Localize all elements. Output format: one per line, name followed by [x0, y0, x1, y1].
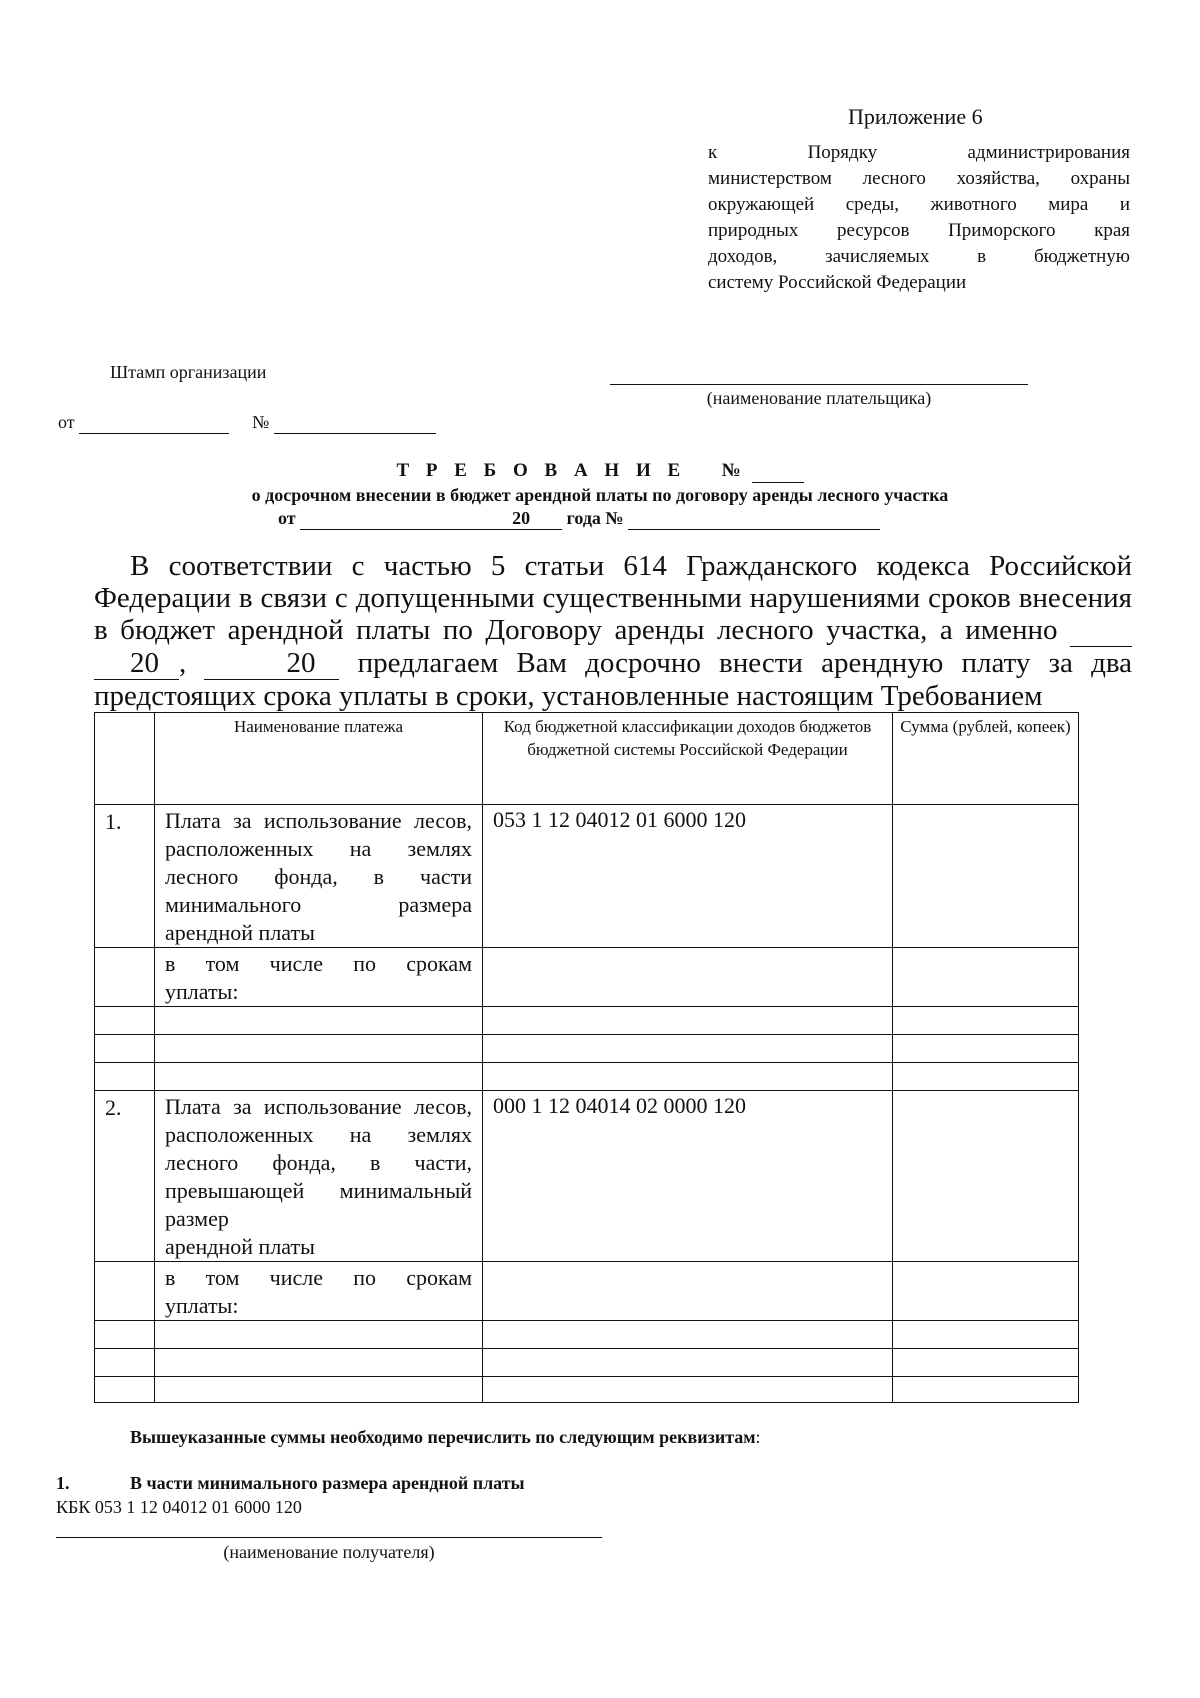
empty-cell — [893, 1007, 1079, 1035]
empty-cell — [155, 1321, 483, 1349]
requirement-paragraph: В соответствии с частью 5 статьи 614 Гражданского кодекса Российской Федерации в связи с допущенными существенными нарушениями сроков внесения в бюджет арендной платы по Договору аренды лесного участка, а именно 20 , 20 предлагаем Вам досрочно внести арендную плату за два предстоящих срока уплаты в сроки, установленные настоящим Требованием — [94, 550, 1133, 712]
appendix-line: окружающей среды, животного мира и — [708, 194, 1130, 215]
empty-cell — [483, 1321, 893, 1349]
paragraph-text-continued: предлагаем Вам досрочно внести арендную плату за два предстоящих срока уплаты в сроки, установленные настоящим Требованием — [94, 647, 1133, 712]
appendix-line: систему Российской Федерации — [708, 272, 967, 293]
empty-cell — [95, 1321, 155, 1349]
recipient-name-line — [56, 1537, 602, 1538]
empty-cell — [483, 1035, 893, 1063]
payment-terms-label — [155, 948, 483, 1007]
requirement-year-blank — [530, 508, 562, 530]
requirement-number-blank — [752, 460, 804, 483]
contract-number-blank — [628, 508, 880, 530]
empty-cell — [893, 1349, 1079, 1377]
payment-sum-cell — [893, 805, 1079, 948]
empty-cell — [95, 1349, 155, 1377]
appendix-reference — [708, 140, 1130, 296]
empty-cell — [483, 948, 893, 1007]
payment-terms-text: в том числе по срокам — [165, 1265, 472, 1290]
requirement-title — [0, 460, 1200, 483]
kbk-line: КБК 053 1 12 04012 01 6000 120 — [56, 1497, 302, 1517]
empty-cell — [483, 1007, 893, 1035]
table-header-row — [95, 713, 1079, 805]
from-label: от — [58, 412, 75, 432]
payment-kbk-code: 053 1 12 04012 01 6000 120 — [483, 805, 893, 948]
date1-year: 20 — [94, 647, 159, 680]
empty-cell — [95, 1007, 155, 1035]
empty-cell — [893, 948, 1079, 1007]
appendix-line: к Порядку администрирования — [708, 142, 1130, 163]
date1-blank — [1070, 614, 1132, 647]
payment-name-last-line: арендной платы — [165, 1234, 315, 1259]
header-sum: Сумма (рублей, копеек) — [893, 713, 1079, 805]
payment-name — [155, 1091, 483, 1262]
appendix-line: министерством лесного хозяйства, охраны — [708, 168, 1130, 189]
recipient-caption: (наименование получателя) — [223, 1542, 435, 1562]
payment-name-last-line: арендной платы — [165, 920, 315, 945]
empty-cell — [483, 1349, 893, 1377]
appendix-line: природных ресурсов Приморского края — [708, 220, 1130, 241]
table-row — [95, 1035, 1079, 1063]
requirement-number-label: № — [721, 460, 741, 481]
payment-name — [155, 805, 483, 948]
paragraph-text: В соответствии с частью 5 статьи 614 Гражданского кодекса Российской Федерации в связи с допущенными существенными нарушениями сроков внесения в бюджет арендной платы по Договору аренды лесного участка, а именно — [94, 550, 1132, 646]
date2-year-blank — [315, 647, 339, 680]
table-row — [95, 805, 1079, 948]
requirement-year-suffix: года № — [566, 508, 624, 528]
empty-cell — [95, 1035, 155, 1063]
outgoing-date-blank — [79, 412, 229, 434]
empty-cell — [95, 1262, 155, 1321]
empty-cell — [483, 1377, 893, 1403]
payer-caption: (наименование плательщика) — [706, 388, 932, 408]
table-row — [95, 948, 1079, 1007]
payment-terms-last-line: уплаты: — [165, 1293, 239, 1318]
table-row — [95, 1007, 1079, 1035]
appendix-title: Приложение 6 — [848, 104, 983, 129]
outgoing-date-row — [58, 412, 436, 434]
empty-cell — [893, 1035, 1079, 1063]
requirement-subtitle: о досрочном внесении в бюджет арендной платы по договору аренды лесного участка — [251, 485, 949, 505]
requisites-item-number: 1. — [56, 1473, 70, 1493]
outgoing-number-blank — [274, 412, 436, 434]
payment-sum-cell — [893, 1091, 1079, 1262]
date1-year-blank — [159, 647, 179, 680]
payment-name-text: Плата за использование лесов, расположенных на землях лесного фонда, в части, превышающей минимальный размер — [165, 1094, 472, 1231]
table-row — [95, 1063, 1079, 1091]
empty-cell — [95, 948, 155, 1007]
empty-cell — [483, 1063, 893, 1091]
empty-cell — [95, 1377, 155, 1403]
empty-cell — [155, 1063, 483, 1091]
date2-blank — [204, 647, 250, 680]
requisites-item-title: В части минимального размера арендной платы — [130, 1473, 525, 1493]
header-name: Наименование платежа — [155, 713, 483, 805]
payment-name-text: Плата за использование лесов, расположенных на землях лесного фонда, в части минимального размера — [165, 808, 472, 917]
requirement-title-text: Т Р Е Б О В А Н И Е — [396, 460, 687, 481]
header-number-cell — [95, 713, 155, 805]
empty-cell — [155, 1007, 483, 1035]
payment-terms-text: в том числе по срокам — [165, 951, 472, 976]
empty-cell — [893, 1377, 1079, 1403]
empty-cell — [155, 1377, 483, 1403]
note-colon: : — [755, 1427, 761, 1447]
table-row — [95, 1262, 1079, 1321]
number-label: № — [252, 412, 270, 432]
table-row — [95, 1349, 1079, 1377]
header-code: Код бюджетной классификации доходов бюджетов бюджетной системы Российской Федерации — [483, 713, 893, 805]
table-row — [95, 1091, 1079, 1262]
row-number: 1. — [95, 805, 155, 948]
empty-cell — [155, 1349, 483, 1377]
empty-cell — [893, 1321, 1079, 1349]
payment-terms-label — [155, 1262, 483, 1321]
empty-cell — [893, 1262, 1079, 1321]
requirement-date-row — [278, 508, 880, 530]
table-row — [95, 1377, 1079, 1403]
date2-year: 20 — [250, 647, 315, 680]
table-row — [95, 1321, 1079, 1349]
appendix-line: доходов, зачисляемых в бюджетную — [708, 246, 1130, 267]
empty-cell — [155, 1035, 483, 1063]
empty-cell — [893, 1063, 1079, 1091]
row-number: 2. — [95, 1091, 155, 1262]
requirement-date-blank — [300, 508, 512, 530]
empty-cell — [483, 1262, 893, 1321]
payment-terms-last-line: уплаты: — [165, 979, 239, 1004]
requirement-year: 20 — [512, 508, 531, 528]
payment-details-note-text: Вышеуказанные суммы необходимо перечислить по следующим реквизитам — [130, 1427, 756, 1447]
requirement-date-prefix: от — [278, 508, 296, 528]
empty-cell — [95, 1063, 155, 1091]
payer-name-line — [610, 384, 1028, 385]
payment-kbk-code: 000 1 12 04014 02 0000 120 — [483, 1091, 893, 1262]
payment-details-note — [130, 1427, 761, 1448]
stamp-label: Штамп организации — [110, 362, 267, 382]
requisites-item-1 — [56, 1473, 525, 1494]
payments-table — [94, 712, 1079, 1403]
